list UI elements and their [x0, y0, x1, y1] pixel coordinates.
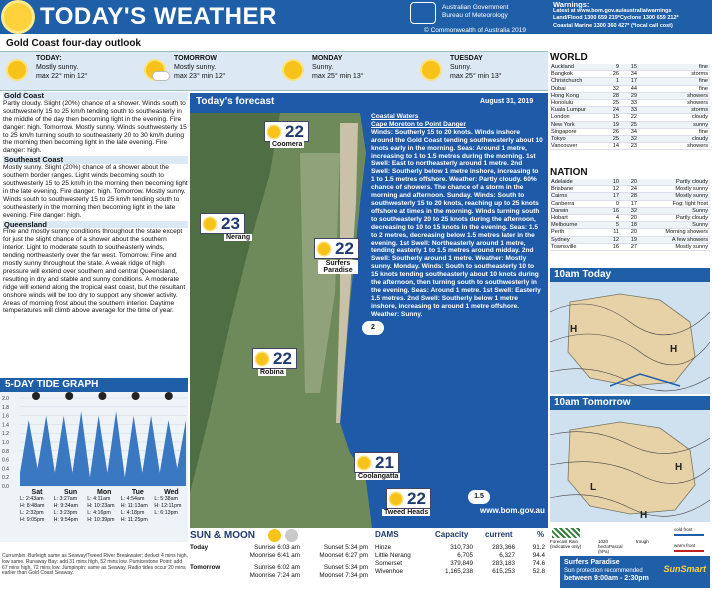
dam-row: Wivenhoe 1,165,238 615,253 52.8 — [375, 568, 545, 575]
outlook-day — [140, 55, 270, 89]
place-label: Tweed Heads — [384, 509, 429, 516]
dam-row: Little Nerang 6,705 6,327 94.4 — [375, 552, 545, 559]
nation-title: NATION — [550, 167, 588, 178]
nation-table — [550, 179, 710, 251]
cold-front-icon — [674, 534, 704, 536]
district-text: Mostly sunny. Slight (20%) chance of a shower about the southern border ranges. Light winds becoming south to southwesterly 15 to 25 km/h in the morning then becoming light in the late evening. Fire danger: high. Tomorrow. Mostly sunny. Winds south to southwesterly 15 to 25 km/h tending south to southeasterly in the morning then becoming light in the late evening. Fire danger: high. — [3, 164, 188, 219]
tide-y-tick: 0.2 — [2, 475, 9, 482]
legend-rain: Forecast Rain (indicative only) — [550, 539, 582, 549]
coat-of-arms-icon — [410, 2, 436, 24]
tide-graph-title: 5-DAY TIDE GRAPH — [0, 378, 188, 392]
map-today-title: 10am Today — [550, 268, 710, 282]
sunny-icon — [358, 457, 370, 469]
marine-title: Coastal Waters — [371, 113, 419, 120]
city-row: Singapore 26 34 fine — [551, 128, 708, 135]
city-row: Adelaide 10 20 Partly cloudy — [551, 179, 708, 185]
sun-moon-row: Moonrise 7:24 am Moonset 7:34 pm — [249, 572, 368, 579]
sunny-icon — [282, 59, 308, 85]
city-row: Melbourne 5 18 Sunny — [551, 222, 708, 229]
outlook-day — [416, 55, 546, 89]
map-tomorrow-title: 10am Tomorrow — [550, 396, 710, 410]
tide-y-tick: 1.8 — [2, 404, 9, 411]
tide-y-tick: 0.6 — [2, 457, 9, 464]
tide-y-tick: 1.0 — [2, 440, 9, 446]
swell-marker: 2 — [362, 321, 384, 335]
dams-header — [375, 530, 547, 542]
city-row: Hobart 4 20 Partly cloudy — [551, 214, 708, 221]
day-name: MONDAY — [312, 55, 343, 62]
synoptic-map-today — [550, 282, 710, 394]
district-forecasts — [3, 92, 188, 382]
day-temps: max 22° min 12° — [36, 73, 88, 80]
sunsmart-times: between 9:00am - 2:30pm — [564, 575, 649, 582]
district-text: Fine and mostly sunny conditions throughout the state except for just the slight chance of a shower about the southern interior. Light to moderate south to southeasterly winds, tending northeasterly over the far west. Tomorrow. Fine and mostly sunny throughout the state. A weak ridge of high pressure will extend over southern and central Queensland, resulting in dry and stable and sunny conditions. A moderate ridge will extend along the tropical east coast, but the resultant onshore winds will be too dry to support any shower activity. Areas of morning frost about the southern interior. Daytime temperatures will climb above average for the time of year. — [3, 228, 186, 315]
place-temp: 22 — [314, 238, 359, 259]
outlook-day — [2, 55, 132, 89]
day-desc: Sunny. — [450, 64, 472, 71]
swell-marker: 1.5 — [468, 490, 490, 504]
district-heading: Gold Coast — [3, 92, 188, 100]
tide-note: Currumbin. Burleigh same as Seaway/Tweed River Breakwater; deduct 4 mins high, low same. Runaway Bay: add 31 mins high, 52 mins low. Pumicestone Point: add 67 mins high, 72 mins low. Jumpinpin: same as Seaway. Radio tides occur 20 mins earlier than Gold Coast Seaway. — [2, 553, 188, 577]
city-row: Sydney 12 19 A few showers — [551, 236, 708, 243]
marine-subtitle: Cape Moreton to Point Danger — [371, 120, 466, 128]
tide-y-tick: 1.2 — [2, 431, 9, 438]
forecast-date: August 31, 2019 — [480, 98, 534, 105]
header — [0, 0, 712, 34]
tide-day-column: Sun L: 3:27am H: 9:34am L: 3:23pm H: 9:54pm — [53, 489, 79, 523]
place-label: Coomera — [272, 141, 303, 148]
sunny-icon — [390, 493, 402, 505]
day-temps: max 23° min 12° — [174, 73, 226, 80]
place-label: Coolangatta — [358, 473, 399, 480]
place-temp: 22 — [252, 348, 297, 369]
place-temp: 22 — [264, 121, 309, 142]
city-row: Cairns 17 28 Mostly sunny — [551, 193, 708, 200]
city-row: Perth 11 20 Morning showers — [551, 229, 708, 236]
rain-legend-icon — [552, 528, 580, 538]
svg-text:H: H — [570, 324, 578, 335]
city-row: London 15 22 cloudy — [551, 114, 708, 121]
dams-current-header: current — [485, 530, 513, 539]
warnings-box — [553, 1, 712, 30]
forecast-title: Today's forecast — [196, 96, 275, 107]
place-label: Surfers Paradise — [318, 260, 358, 274]
day-name: TOMORROW — [174, 55, 218, 62]
dam-row: Hinze 310,730 283,366 91.2 — [375, 544, 545, 551]
coastal-waters-forecast — [371, 113, 543, 319]
tide-y-tick: 2.0 — [2, 396, 9, 402]
day-temps: max 25° min 13° — [450, 73, 502, 80]
bureau-line: Bureau of Meteorology — [442, 12, 508, 19]
city-row: New York 19 25 sunny — [551, 121, 708, 128]
city-row: Tokyo 25 32 cloudy — [551, 135, 708, 142]
sunny-icon — [204, 218, 216, 230]
place-label: Nerang — [226, 234, 251, 241]
moon-phase-icon — [98, 392, 106, 400]
tide-y-tick: 0.4 — [2, 466, 9, 473]
moon-phase-icon — [132, 392, 140, 400]
mostly-sunny-icon — [144, 59, 170, 85]
day-temps: max 25° min 13° — [312, 73, 364, 80]
place-label: Robina — [260, 369, 284, 376]
sunsmart-location: Surfers Paradise — [564, 559, 620, 566]
warnings-phone-2: Coastal Marine 1300 360 427* (*local call cost) — [553, 22, 673, 29]
sunny-icon — [420, 59, 446, 85]
city-row: Kuala Lumpur 24 33 storms — [551, 107, 708, 114]
warnings-link[interactable]: Latest at www.bom.gov.au/australia/warnings — [553, 8, 672, 15]
city-row: Vancouver 14 23 showers — [551, 143, 708, 150]
tide-chart — [0, 392, 188, 488]
outlook-title: Gold Coast four-day outlook — [6, 38, 141, 49]
sun-logo-icon — [4, 3, 32, 31]
day-name: TUESDAY — [450, 55, 483, 62]
tide-day-column: Mon L: 4:11am H: 10:23am L: 4:16pm H: 10:39pm — [87, 489, 115, 523]
svg-text:H: H — [640, 510, 648, 521]
tide-day-column: Sat L: 2:43am H: 8:48am L: 2:32pm H: 9:05pm — [20, 489, 45, 523]
map-legend — [550, 524, 710, 554]
sunsmart-text: Sun protection recommended — [564, 568, 643, 574]
page-title: TODAY'S WEATHER — [40, 3, 277, 30]
dams-pct-header: % — [537, 530, 545, 539]
dams-capacity-header: Capacity — [435, 530, 469, 539]
city-row: Dubai 32 44 fine — [551, 85, 708, 92]
place-temp: 23 — [200, 213, 245, 234]
legend-warm-front: warm front — [674, 543, 696, 548]
svg-text:H: H — [670, 344, 678, 355]
four-day-outlook — [0, 51, 548, 91]
city-row: Townsville 16 27 Mostly sunny — [551, 243, 708, 250]
district-text: Partly cloudy. Slight (20%) chance of a shower. Winds south to southwesterly 15 to 25 km/h tending south to southeasterly in the middle of the day then becoming light in the evening. Fire danger: high. Tomorrow. Mostly sunny. Winds southwesterly 15 to 25 km/h turning south to southeasterly 20 to 30 km/h during the morning then becoming light in the late evening. Fire danger: high. — [3, 99, 187, 155]
tide-y-tick: 1.6 — [2, 413, 9, 420]
sunny-icon — [6, 59, 32, 85]
todays-forecast-map — [190, 93, 548, 528]
moon-phase-icon — [65, 392, 73, 400]
city-row: Brisbane 12 24 Mostly sunny — [551, 186, 708, 193]
sunny-icon — [268, 126, 280, 138]
copyright: © Commonwealth of Australia 2019 — [424, 27, 526, 34]
sun-moon-title: SUN & MOON — [190, 530, 255, 541]
sunny-icon — [256, 353, 268, 365]
city-row: Canberra 0 17 Fog; light frost — [551, 200, 708, 207]
sunsmart-logo: SunSmart — [663, 564, 706, 574]
world-title: WORLD — [550, 52, 588, 63]
legend-trough: trough — [636, 539, 649, 544]
tide-day-column: Wed L: 5:38am H: 12:11pm L: 6:13pm — [154, 489, 182, 516]
bom-website-link[interactable]: www.bom.gov.au — [480, 506, 545, 515]
day-name: TODAY: — [36, 55, 62, 62]
day-desc: Mostly sunny. — [174, 64, 217, 71]
sunsmart-box — [560, 556, 710, 588]
marine-text: Winds: Southerly 15 to 20 knots. Winds inshore around the Gold Coast tending southwesterly about 10 knots early in the morning. Seas: Around 1 metre, increasing to 1 to 1.5 metres during the morning. 1st Swell: East to northeasterly around 1 metre. 2nd Swell: Southerly below 1 metre inshore, increasing to 1 to 1.5 metres offshore. Weather: Partly cloudy. 60% chance of showers. The chance of a storm in the morning and afternoon. Sunday. Winds: South to southwesterly 15 to 20 knots, reaching up to 25 knots offshore at times in the morning. Winds turning south to southeasterly 20 to 25 knots during the afternoon, decreasing to 10 to 15 knots in the evening. Seas: 1.5 to 2 metres, decreasing below 1.5 metres later in the evening. 1st Swell: Northeasterly around 1 metre, tending easterly 1 to 1.5 metres around midday. 2nd Swell: Southerly around 1 metre. Weather: Mostly sunny. Monday. Winds: South to southeasterly 10 to 15 knots tending southeasterly about 10 knots during the afternoon, then turning south to southwesterly in the evening. Seas: Around 1 metre. 1st Swell: Easterly 1.5 metres. 2nd Swell: Southerly below 1 metre inshore, increasing to around 1 metre offshore. Weather: Sunny. — [371, 128, 543, 318]
tide-y-tick: 0.8 — [2, 448, 9, 455]
sun-moon-row: Moonrise 6:41 am Moonset 6:27 pm — [249, 552, 368, 559]
sunny-icon — [318, 243, 330, 255]
sun-icon — [268, 529, 281, 542]
dams-title: DAMS — [375, 530, 399, 539]
synoptic-map-tomorrow — [550, 410, 710, 522]
legend-hpa: 1020 hectoPascal (hPa) — [598, 539, 623, 554]
tide-area — [20, 411, 186, 486]
sun-moon-row: Tomorrow Sunrise 6:02 am Sunset 5:34 pm — [190, 564, 368, 571]
gov-line: Australian Government — [442, 4, 509, 11]
district-heading: Queensland — [3, 221, 188, 229]
city-row: Auckland 9 15 fine — [551, 64, 708, 70]
svg-text:L: L — [590, 482, 597, 493]
warnings-phone-1: Land/Flood 1300 659 219*Cyclone 1300 659 212* — [553, 15, 679, 22]
tide-y-tick: 0.0 — [2, 484, 9, 488]
district-heading: Southeast Coast — [3, 156, 188, 164]
day-desc: Sunny. — [312, 64, 334, 71]
city-row: Hong Kong 28 29 showers — [551, 92, 708, 99]
warnings-title: Warnings: — [553, 0, 590, 9]
sun-moon-table — [190, 544, 370, 580]
svg-text:H: H — [675, 462, 683, 473]
outlook-day — [278, 55, 408, 89]
place-temp: 21 — [354, 452, 399, 473]
day-desc: Mostly sunny. — [36, 64, 79, 71]
city-row: Darwin 16 32 Sunny — [551, 207, 708, 214]
moon-phase-icon — [32, 392, 40, 400]
dams-table — [375, 544, 547, 576]
legend-cold-front: cold front — [674, 527, 693, 532]
tide-y-tick: 1.4 — [2, 422, 9, 429]
city-row: Honolulu 25 33 showers — [551, 99, 708, 106]
sun-moon-row: Today Sunrise 6:03 am Sunset 5:34 pm — [190, 544, 368, 551]
moon-icon — [285, 529, 298, 542]
world-table — [550, 64, 710, 150]
place-temp: 22 — [386, 488, 431, 509]
city-row: Christchurch 1 17 fine — [551, 78, 708, 85]
warm-front-icon — [674, 550, 704, 552]
tide-day-column: Tue L: 4:54am H: 11:13am L: 4:18pm H: 11:25pm — [120, 489, 148, 523]
city-row: Bangkok 26 34 storms — [551, 71, 708, 78]
moon-phase-icon — [165, 392, 173, 400]
dam-row: Somerset 379,849 283,183 74.6 — [375, 560, 545, 567]
